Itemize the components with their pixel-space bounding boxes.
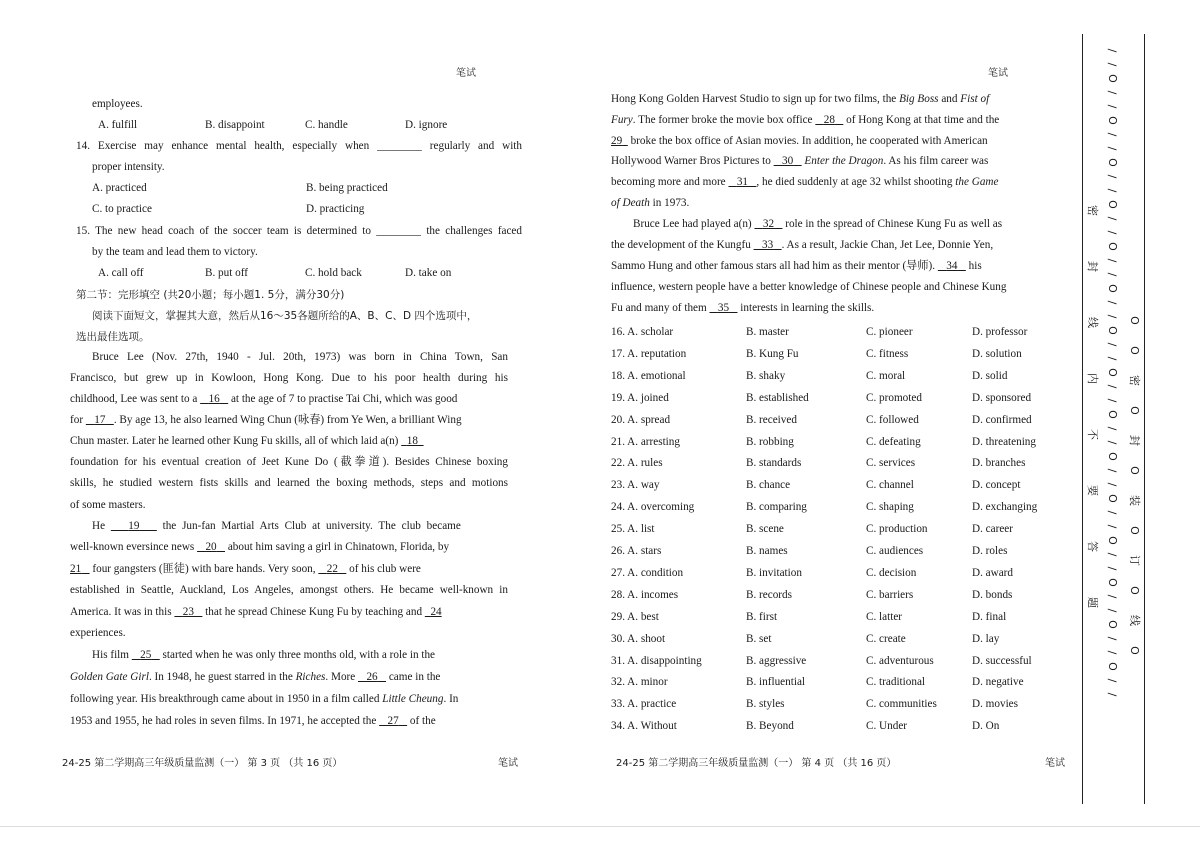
binding-char: / (1105, 230, 1119, 235)
option: D. solid (972, 369, 1008, 382)
option: 21. A. arresting (611, 435, 680, 448)
binding-char: / (1105, 398, 1119, 403)
option: D. roles (972, 545, 1008, 557)
option: B. scene (746, 523, 784, 536)
option: C. hold back (305, 267, 362, 279)
text-line: employees. (92, 98, 143, 110)
binding-char: O (1105, 578, 1119, 587)
binding-char: O (1105, 662, 1119, 671)
passage-line: the development of the Kungfu 33 . As a result, Jackie Chan, Jet Lee, Donnie Yen, (611, 239, 994, 251)
option: C. moral (866, 369, 906, 382)
binding-char: / (1105, 594, 1119, 599)
option: B. master (746, 326, 789, 338)
passage-line: Golden Gate Girl. In 1948, he guest starred in the Riches. More 26 came in the (70, 671, 441, 683)
binding-char: / (1105, 258, 1119, 263)
binding-char: 线 (1127, 615, 1141, 626)
option: 17. A. reputation (611, 347, 687, 360)
binding-char: / (1105, 146, 1119, 151)
option: C. production (866, 523, 928, 536)
instructions: 选出最佳选项。 (76, 331, 150, 343)
option: C. pioneer (866, 326, 913, 338)
option: D. On (972, 720, 1000, 733)
binding-char: O (1105, 200, 1119, 209)
option: B. names (746, 545, 788, 557)
binding-char: / (1105, 636, 1119, 641)
binding-char: O (1105, 242, 1119, 251)
option: D. branches (972, 457, 1026, 470)
binding-char: 不 (1085, 429, 1099, 440)
binding-char: / (1105, 132, 1119, 137)
passage-line: skills, he studied western fists skills and learned the boxing methods, steps and motions (70, 477, 508, 489)
option: D. practicing (306, 203, 365, 215)
option: C. traditional (866, 676, 926, 689)
binding-char: 内 (1085, 373, 1099, 384)
option: D. bonds (972, 588, 1013, 601)
option: 20. A. spread (611, 413, 671, 426)
binding-char: O (1105, 326, 1119, 335)
option: 16. A. scholar (611, 326, 674, 338)
option: D. final (972, 610, 1007, 623)
option: B. being practiced (306, 182, 388, 194)
option: D. professor (972, 326, 1028, 338)
binding-char: / (1105, 650, 1119, 655)
option: C. handle (305, 119, 348, 131)
instructions: 阅读下面短文，掌握其大意，然后从16～35各题所给的A、B、C、D 四个选项中， (92, 310, 478, 322)
option: 32. A. minor (611, 676, 668, 689)
binding-char: / (1105, 90, 1119, 95)
passage-line: 1953 and 1955, he had roles in seven films. In 1971, he accepted the 27 of the (70, 715, 436, 727)
passage-line: well-known eversince news 20 about him saving a girl in Chinatown, Florida, by (70, 541, 450, 553)
passage-line: 21 four gangsters (匪徒) with bare hands. Very soon, 22 of his club were (70, 563, 421, 575)
binding-char: / (1105, 342, 1119, 347)
option: C. create (866, 632, 906, 645)
binding-char: O (1127, 406, 1141, 415)
passage-line: Bruce Lee had played a(n) 32 role in the spread of Chinese Kung Fu as well as (633, 218, 1003, 230)
option: B. standards (746, 457, 802, 470)
option: 34. A. Without (611, 720, 677, 733)
option: B. established (746, 391, 809, 404)
option: B. set (746, 632, 772, 645)
passage-line: of some masters. (70, 499, 146, 511)
option: D. exchanging (972, 501, 1038, 514)
option: C. adventurous (866, 654, 934, 667)
option: 27. A. condition (611, 566, 684, 579)
passage-line: Fu and many of them 35 interests in learning the skills. (611, 302, 875, 314)
option: C. channel (866, 479, 914, 492)
binding-char: / (1105, 48, 1119, 53)
passage-line: of Death in 1973. (611, 197, 690, 209)
binding-char: / (1105, 314, 1119, 319)
binding-char: / (1105, 384, 1119, 389)
option: A. fulfill (98, 119, 138, 131)
binding-char: / (1105, 356, 1119, 361)
passage-line: experiences. (70, 627, 126, 639)
binding-char: / (1105, 608, 1119, 613)
scan-edge (0, 826, 1200, 827)
option: B. Kung Fu (746, 347, 799, 360)
option: D. career (972, 523, 1013, 536)
page-footer: 24-25 第二学期高三年级质量监测（一） 第 4 页 （共 16 页） (616, 758, 897, 769)
option: D. take on (405, 267, 452, 279)
binding-char: O (1105, 494, 1119, 503)
binding-char: / (1105, 174, 1119, 179)
option: C. communities (866, 698, 937, 711)
binding-seal-text (1124, 314, 1144, 674)
option: D. award (972, 566, 1014, 579)
option: 23. A. way (611, 479, 660, 492)
passage-line: Francisco, but grew up in Kowloon, Hong Kong. Due to his poor health during his (70, 372, 508, 384)
binding-char: 题 (1085, 597, 1099, 608)
binding-char: O (1105, 536, 1119, 545)
text-line: proper intensity. (92, 161, 165, 173)
binding-char: O (1105, 284, 1119, 293)
option: 18. A. emotional (611, 369, 686, 382)
option: B. invitation (746, 566, 802, 579)
binding-char: O (1127, 466, 1141, 475)
option: D. confirmed (972, 413, 1032, 426)
binding-char: O (1127, 346, 1141, 355)
option: B. first (746, 610, 778, 623)
section-heading: 第二节：完形填空 (共20小题；每小题1. 5分，满分30分) (76, 289, 345, 301)
option: C. to practice (92, 203, 152, 215)
option: C. services (866, 457, 916, 470)
page-footer-label: 笔试 (498, 758, 518, 769)
option: B. robbing (746, 435, 794, 448)
binding-char: O (1105, 74, 1119, 83)
option: D. negative (972, 676, 1024, 689)
option: C. defeating (866, 435, 921, 448)
binding-warning-text (1082, 204, 1102, 652)
binding-char: / (1105, 524, 1119, 529)
binding-char: 密 (1127, 375, 1141, 386)
binding-char: O (1105, 158, 1119, 167)
passage-line: following year. His breakthrough came about in 1950 in a film called Little Cheung. In (70, 693, 459, 705)
option: C. latter (866, 610, 903, 623)
binding-char: / (1105, 692, 1119, 697)
option: D. ignore (405, 119, 448, 131)
binding-line (1144, 34, 1145, 804)
page-footer-label: 笔试 (1045, 758, 1065, 769)
binding-char: / (1105, 482, 1119, 487)
option: B. aggressive (746, 654, 807, 667)
passage-line: His film 25 started when he was only three months old, with a role in the (92, 649, 436, 661)
passage-line: He 19 the Jun-fan Martial Arts Club at university. The club became (92, 520, 461, 532)
option: C. decision (866, 566, 917, 579)
question-14: 14. Exercise may enhance mental health, especially when ________ regularly and with (76, 140, 522, 152)
option: B. records (746, 588, 792, 601)
page-header: 笔试 (988, 68, 1008, 79)
binding-char: O (1105, 410, 1119, 419)
binding-char: / (1105, 272, 1119, 277)
binding-char: 要 (1085, 485, 1099, 496)
option: 30. A. shoot (611, 632, 666, 645)
option: C. followed (866, 413, 919, 426)
binding-char: 装 (1127, 495, 1141, 506)
passage-line: becoming more and more 31 , he died suddenly at age 32 whilst shooting the Game (611, 176, 999, 188)
page-header: 笔试 (456, 68, 476, 79)
passage-line: Fury. The former broke the movie box office 28 of Hong Kong at that time and the (611, 114, 1000, 126)
exam-page-4 (580, 0, 1080, 848)
option: 22. A. rules (611, 457, 663, 470)
binding-char: O (1127, 316, 1141, 325)
option: B. shaky (746, 369, 786, 382)
passage-line: America. It was in this 23 that he spread Chinese Kung Fu by teaching and 24 (70, 606, 442, 618)
binding-char: / (1105, 188, 1119, 193)
option: 19. A. joined (611, 391, 669, 404)
option: B. put off (205, 267, 248, 279)
option: D. solution (972, 347, 1022, 360)
binding-char: 订 (1127, 555, 1141, 566)
passage-line: 29 broke the box office of Asian movies. In addition, he cooperated with American (611, 135, 988, 147)
exam-page-3 (0, 0, 560, 848)
binding-char: / (1105, 678, 1119, 683)
option: C. Under (866, 720, 908, 733)
option: D. movies (972, 698, 1018, 711)
binding-char: 封 (1085, 261, 1099, 272)
option: C. barriers (866, 588, 914, 601)
binding-char: 答 (1085, 541, 1099, 552)
binding-char: O (1105, 452, 1119, 461)
option: 31. A. disappointing (611, 654, 702, 667)
passage-line: established in Seattle, Auckland, Los Angeles, amongst others. He became well-known in (70, 584, 508, 596)
option: 29. A. best (611, 610, 659, 623)
binding-char: 封 (1127, 435, 1141, 446)
page-footer: 24-25 第二学期高三年级质量监测（一） 第 3 页 （共 16 页） (62, 758, 343, 769)
option: C. audiences (866, 545, 924, 557)
question-15: 15. The new head coach of the soccer team is determined to ________ the challenges faced (76, 225, 522, 237)
binding-char: / (1105, 216, 1119, 221)
option: B. chance (746, 479, 791, 492)
passage-line: influence, western people have a better knowledge of Chinese people and Chinese Kung (611, 281, 1007, 293)
binding-char: 线 (1085, 317, 1099, 328)
option: B. styles (746, 698, 785, 711)
passage-line: Bruce Lee (Nov. 27th, 1940 - Jul. 20th, 1973) was born in China Town, San (92, 351, 508, 363)
option: B. Beyond (746, 720, 794, 733)
option: 25. A. list (611, 523, 655, 536)
option: D. successful (972, 654, 1032, 667)
option: 24. A. overcoming (611, 501, 695, 514)
option: B. disappoint (205, 119, 265, 131)
option: B. received (746, 413, 797, 426)
option: D. concept (972, 479, 1021, 492)
text-line: by the team and lead them to victory. (92, 246, 258, 258)
binding-char: / (1105, 440, 1119, 445)
binding-char: O (1127, 646, 1141, 655)
binding-char: / (1105, 510, 1119, 515)
option: C. promoted (866, 391, 922, 404)
passage-line: childhood, Lee was sent to a 16 at the age of 7 to practise Tai Chi, which was good (70, 393, 458, 405)
option: 26. A. stars (611, 545, 662, 557)
passage-line: Chun master. Later he learned other Kung Fu skills, all of which laid a(n) 18 (70, 435, 418, 447)
option: C. fitness (866, 347, 909, 360)
binding-char: / (1105, 300, 1119, 305)
binding-char: O (1105, 368, 1119, 377)
option: B. influential (746, 676, 806, 689)
binding-char: / (1105, 104, 1119, 109)
passage-line: Hong Kong Golden Harvest Studio to sign up for two films, the Big Boss and Fist of (611, 93, 990, 105)
option: 28. A. incomes (611, 588, 679, 601)
passage-line: for 17 . By age 13, he also learned Wing Chun (咏春) from Ye Wen, a brilliant Wing (70, 414, 462, 426)
binding-char: O (1105, 116, 1119, 125)
option: A. call off (98, 267, 144, 279)
option: A. practiced (92, 182, 147, 194)
binding-char: / (1105, 426, 1119, 431)
binding-marks (1102, 44, 1122, 702)
binding-char: O (1105, 620, 1119, 629)
option: B. comparing (746, 501, 807, 514)
passage-line: Hollywood Warner Bros Pictures to 30 Enter the Dragon. As his film career was (611, 155, 989, 167)
option: D. lay (972, 632, 1000, 645)
option: D. threatening (972, 435, 1036, 448)
option: 33. A. practice (611, 698, 677, 711)
option: C. shaping (866, 501, 914, 514)
binding-margin (1080, 34, 1148, 804)
passage-line: foundation for his eventual creation of Jeet Kune Do (截拳道). Besides Chinese boxing (70, 456, 508, 468)
binding-char: / (1105, 468, 1119, 473)
binding-char: O (1127, 526, 1141, 535)
passage-line: Sammo Hung and other famous stars all had him as their mentor (导师). 34 his (611, 260, 982, 272)
binding-char: 密 (1085, 205, 1099, 216)
binding-char: / (1105, 566, 1119, 571)
binding-char: / (1105, 552, 1119, 557)
binding-char: O (1127, 586, 1141, 595)
binding-char: / (1105, 62, 1119, 67)
option: D. sponsored (972, 391, 1032, 404)
